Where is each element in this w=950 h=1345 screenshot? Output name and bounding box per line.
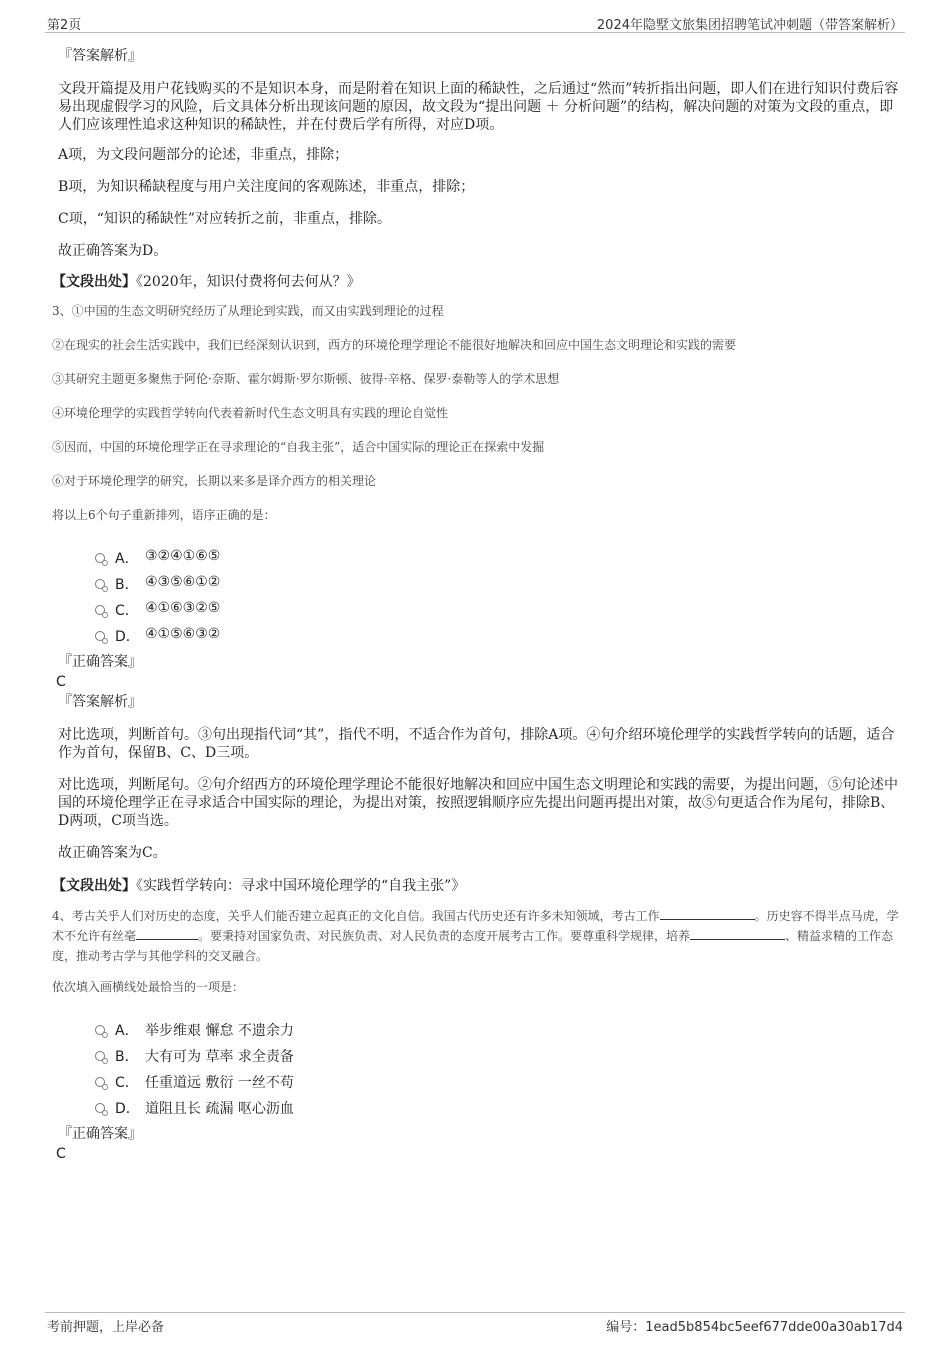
radio-icon[interactable] bbox=[95, 1103, 105, 1113]
option-d[interactable] bbox=[95, 624, 900, 650]
option-a[interactable] bbox=[95, 1018, 900, 1044]
question-sentence: ⑥对于环境伦理学的研究，长期以来多是译介西方的相关理论 bbox=[52, 474, 377, 488]
option-list bbox=[50, 1018, 900, 1122]
analysis-paragraph: 对比选项，判断尾句。②句介绍西方的环境伦理学理论不能很好地解决和回应中国生态文明理论和实践的需要，为提出问题，⑤句论述中国的环境伦理学正在寻求适合中国实际的理论，为提出对策，按照逻辑顺序应先提出问题再提出对策，故⑤句更适合作为尾句，排除B、D两项，C项当选。 bbox=[58, 777, 898, 829]
radio-icon[interactable] bbox=[95, 605, 105, 615]
analysis-paragraph: 文段开篇提及用户花钱购买的不是知识本身，而是附着在知识上面的稀缺性，之后通过“然而”转折指出问题，即人们在进行知识付费后容易出现虚假学习的风险，后文具体分析出现该问题的原因，故文段为“提出问题 ＋ 分析问题”的结构，解决问题的对策为文段的重点，即人们应该理性追求这种知识的稀缺性，并在付费后学有所得，对应D项。 bbox=[58, 81, 899, 133]
stem-part: 4、考古关乎人们对历史的态度，关乎人们能否建立起真正的文化自信。我国古代历史还有许多未知领域，考古工作 bbox=[52, 909, 660, 923]
option-letter: C． bbox=[115, 1075, 139, 1091]
option-c[interactable] bbox=[95, 1070, 900, 1096]
source-title: 《实践哲学转向：寻求中国环境伦理学的“自我主张”》 bbox=[136, 878, 466, 894]
page-footer bbox=[45, 1312, 905, 1337]
analysis-label: 『答案解析』 bbox=[58, 48, 142, 64]
option-letter: D． bbox=[115, 629, 140, 645]
page-content bbox=[50, 44, 900, 1164]
analysis-paragraph: 对比选项，判断首句。③句出现指代词“其”，指代不明，不适合作为首句，排除A项。④句介绍环境伦理学的实践哲学转向的话题，适合作为首句，保留B、C、D三项。 bbox=[58, 727, 895, 761]
document-id-label: 编号： bbox=[606, 1320, 646, 1335]
fill-blank bbox=[136, 927, 198, 940]
analysis-paragraph: B项，为知识稀缺程度与用户关注度间的客观陈述，非重点，排除； bbox=[58, 179, 475, 195]
option-a[interactable] bbox=[95, 546, 900, 572]
option-text: 举步维艰 懈怠 不遗余力 bbox=[145, 1023, 294, 1039]
analysis-paragraph: A项，为文段问题部分的论述，非重点，排除； bbox=[58, 147, 349, 163]
option-text: ④①⑤⑥③② bbox=[145, 626, 221, 642]
footer-slogan: 考前押题，上岸必备 bbox=[47, 1320, 165, 1335]
question-sentence: 3、①中国的生态文明研究经历了从理论到实践，而又由实践到理论的过程 bbox=[52, 304, 444, 318]
option-letter: A． bbox=[115, 551, 139, 567]
answer-label: 『正确答案』 bbox=[58, 654, 142, 670]
option-b[interactable] bbox=[95, 1044, 900, 1070]
source-line bbox=[52, 272, 900, 292]
option-letter: B． bbox=[115, 1049, 139, 1065]
answer-label: 『正确答案』 bbox=[58, 1126, 142, 1142]
question-sentence: ④环境伦理学的实践哲学转向代表着新时代生态文明具有实践的理论自觉性 bbox=[52, 406, 449, 420]
question-sentence: ⑤因而，中国的环境伦理学正在寻求理论的“自我主张”，适合中国实际的理论正在探索中发掘 bbox=[52, 440, 545, 454]
radio-icon[interactable] bbox=[95, 1051, 105, 1061]
option-letter: D． bbox=[115, 1101, 140, 1117]
radio-icon[interactable] bbox=[95, 579, 105, 589]
document-id-value: 1ead5b854bc5eef677dde00a30ab17d4 bbox=[645, 1320, 903, 1335]
option-text: ③②④①⑥⑤ bbox=[145, 548, 221, 564]
question-prompt: 依次填入画横线处最恰当的一项是： bbox=[52, 980, 245, 994]
radio-icon[interactable] bbox=[95, 1025, 105, 1035]
page-number: 第2页 bbox=[47, 18, 82, 33]
option-text: 道阻且长 疏漏 呕心沥血 bbox=[145, 1101, 294, 1117]
option-list bbox=[50, 546, 900, 650]
fill-blank bbox=[660, 907, 755, 920]
option-text: ④①⑥③②⑤ bbox=[145, 600, 221, 616]
source-label: 【文段出处】 bbox=[52, 274, 136, 290]
source-label: 【文段出处】 bbox=[52, 878, 136, 894]
stem-part: 。历史容不得半点马虎，学术不允许有丝毫 bbox=[52, 909, 899, 943]
option-letter: C． bbox=[115, 603, 139, 619]
analysis-paragraph: 故正确答案为D。 bbox=[58, 243, 168, 259]
source-title: 《2020年，知识付费将何去何从？》 bbox=[136, 274, 361, 290]
option-c[interactable] bbox=[95, 598, 900, 624]
radio-icon[interactable] bbox=[95, 631, 105, 641]
page-header bbox=[45, 10, 905, 33]
option-text: 大有可为 草率 求全责备 bbox=[145, 1049, 294, 1065]
stem-part: 、精益求精的工作态度，推动考古学与其他学科的交叉融合。 bbox=[52, 929, 894, 963]
analysis-paragraph: 故正确答案为C。 bbox=[58, 845, 167, 861]
option-letter: B． bbox=[115, 577, 139, 593]
document-id bbox=[606, 1316, 903, 1335]
source-line bbox=[52, 876, 900, 896]
question-sentence: ③其研究主题更多聚焦于阿伦·奈斯、霍尔姆斯·罗尔斯顿、彼得·辛格、保罗·泰勒等人的学术思想 bbox=[52, 372, 560, 386]
document-title: 2024年隐墅文旅集团招聘笔试冲刺题（带答案解析） bbox=[596, 18, 903, 33]
option-d[interactable] bbox=[95, 1096, 900, 1122]
correct-answer: C bbox=[56, 674, 66, 690]
option-text: 任重道远 敷衍 一丝不苟 bbox=[145, 1075, 294, 1091]
option-text: ④③⑤⑥①② bbox=[145, 574, 221, 590]
radio-icon[interactable] bbox=[95, 553, 105, 563]
radio-icon[interactable] bbox=[95, 1077, 105, 1087]
fill-blank bbox=[690, 927, 785, 940]
option-letter: A． bbox=[115, 1023, 139, 1039]
question-prompt: 将以上6个句子重新排列，语序正确的是： bbox=[52, 508, 276, 522]
analysis-label: 『答案解析』 bbox=[58, 694, 142, 710]
option-b[interactable] bbox=[95, 572, 900, 598]
analysis-paragraph: C项，“知识的稀缺性”对应转折之前，非重点，排除。 bbox=[58, 211, 392, 227]
stem-part: 。要秉持对国家负责、对民族负责、对人民负责的态度开展考古工作。要尊重科学规律，培养 bbox=[198, 929, 691, 943]
question-sentence: ②在现实的社会生活实践中，我们已经深刻认识到，西方的环境伦理学理论不能很好地解决和回应中国生态文明理论和实践的需要 bbox=[52, 338, 737, 352]
question-stem bbox=[52, 906, 900, 966]
correct-answer: C bbox=[56, 1146, 66, 1162]
